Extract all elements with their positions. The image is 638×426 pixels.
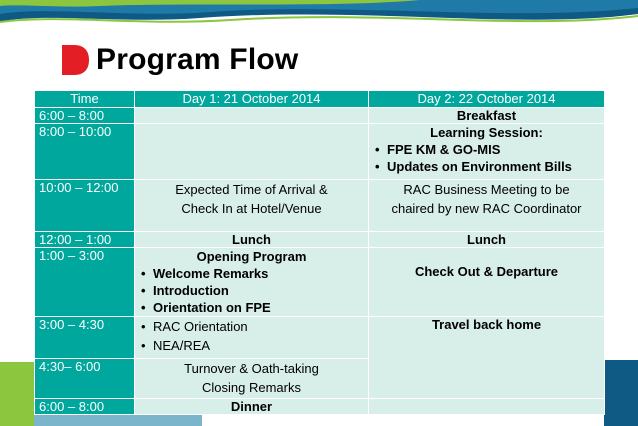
list-item: • Introduction	[139, 282, 364, 299]
day2-cell-empty	[369, 399, 605, 415]
day1-dinner: Dinner	[135, 399, 369, 415]
day1-cell-empty	[135, 108, 369, 124]
learning-session-heading: Learning Session:	[430, 125, 543, 140]
time-cell: 4:30– 6:00	[35, 359, 135, 399]
table-row	[35, 124, 605, 180]
time-cell: 10:00 – 12:00	[35, 180, 135, 232]
time-cell: 6:00 – 8:00	[35, 399, 135, 415]
time-cell: 1:00 – 3:00	[35, 248, 135, 317]
header-day1: Day 1: 21 October 2014	[135, 91, 369, 108]
opening-program-list	[139, 265, 364, 316]
list-item: • Orientation on FPE	[139, 299, 364, 316]
learning-session-list	[373, 141, 600, 175]
header-time: Time	[35, 91, 135, 108]
day2-breakfast: Breakfast	[369, 108, 605, 124]
page-title	[60, 40, 298, 80]
table-row	[35, 248, 605, 317]
day1-rac-orientation	[135, 317, 369, 359]
day1-turnover	[135, 359, 369, 399]
opening-program-heading: Opening Program	[196, 249, 307, 264]
table-row	[35, 108, 605, 124]
page-title-text: Program Flow	[96, 43, 299, 76]
list-item: • RAC Orientation	[139, 317, 364, 336]
meeting-line-1: RAC Business Meeting to be	[403, 182, 570, 197]
table-header-row	[35, 91, 605, 108]
table-row	[35, 317, 605, 359]
table-row	[35, 180, 605, 232]
header-day2: Day 2: 22 October 2014	[369, 91, 605, 108]
decorative-bar-right	[604, 360, 638, 426]
time-cell: 6:00 – 8:00	[35, 108, 135, 124]
decorative-bar-left	[0, 362, 34, 426]
d-letter-icon	[60, 43, 90, 77]
day2-checkout: Check Out & Departure	[369, 248, 605, 317]
program-flow-table	[34, 90, 605, 415]
list-item: • FPE KM & GO-MIS	[373, 141, 600, 158]
day2-business-meeting	[369, 180, 605, 232]
day2-learning-session	[369, 124, 605, 180]
list-item: • Updates on Environment Bills	[373, 158, 600, 175]
time-cell: 12:00 – 1:00	[35, 232, 135, 248]
list-item: • Welcome Remarks	[139, 265, 364, 282]
list-item: • NEA/REA	[139, 336, 364, 355]
table-row	[35, 399, 605, 415]
day1-arrival	[135, 180, 369, 232]
time-cell: 8:00 – 10:00	[35, 124, 135, 180]
day2-travel-home: Travel back home	[369, 317, 605, 399]
turnover-line-2: Closing Remarks	[202, 380, 301, 395]
meeting-line-2: chaired by new RAC Coordinator	[391, 201, 582, 216]
day2-lunch: Lunch	[369, 232, 605, 248]
table-row	[35, 232, 605, 248]
day1-opening-program	[135, 248, 369, 317]
day1-lunch: Lunch	[135, 232, 369, 248]
top-banner	[0, 0, 638, 34]
arrival-line-1: Expected Time of Arrival &	[175, 182, 328, 197]
arrival-line-2: Check In at Hotel/Venue	[181, 201, 322, 216]
rac-orientation-list	[139, 317, 364, 355]
turnover-line-1: Turnover & Oath-taking	[184, 361, 319, 376]
day1-cell-empty	[135, 124, 369, 180]
time-cell: 3:00 – 4:30	[35, 317, 135, 359]
